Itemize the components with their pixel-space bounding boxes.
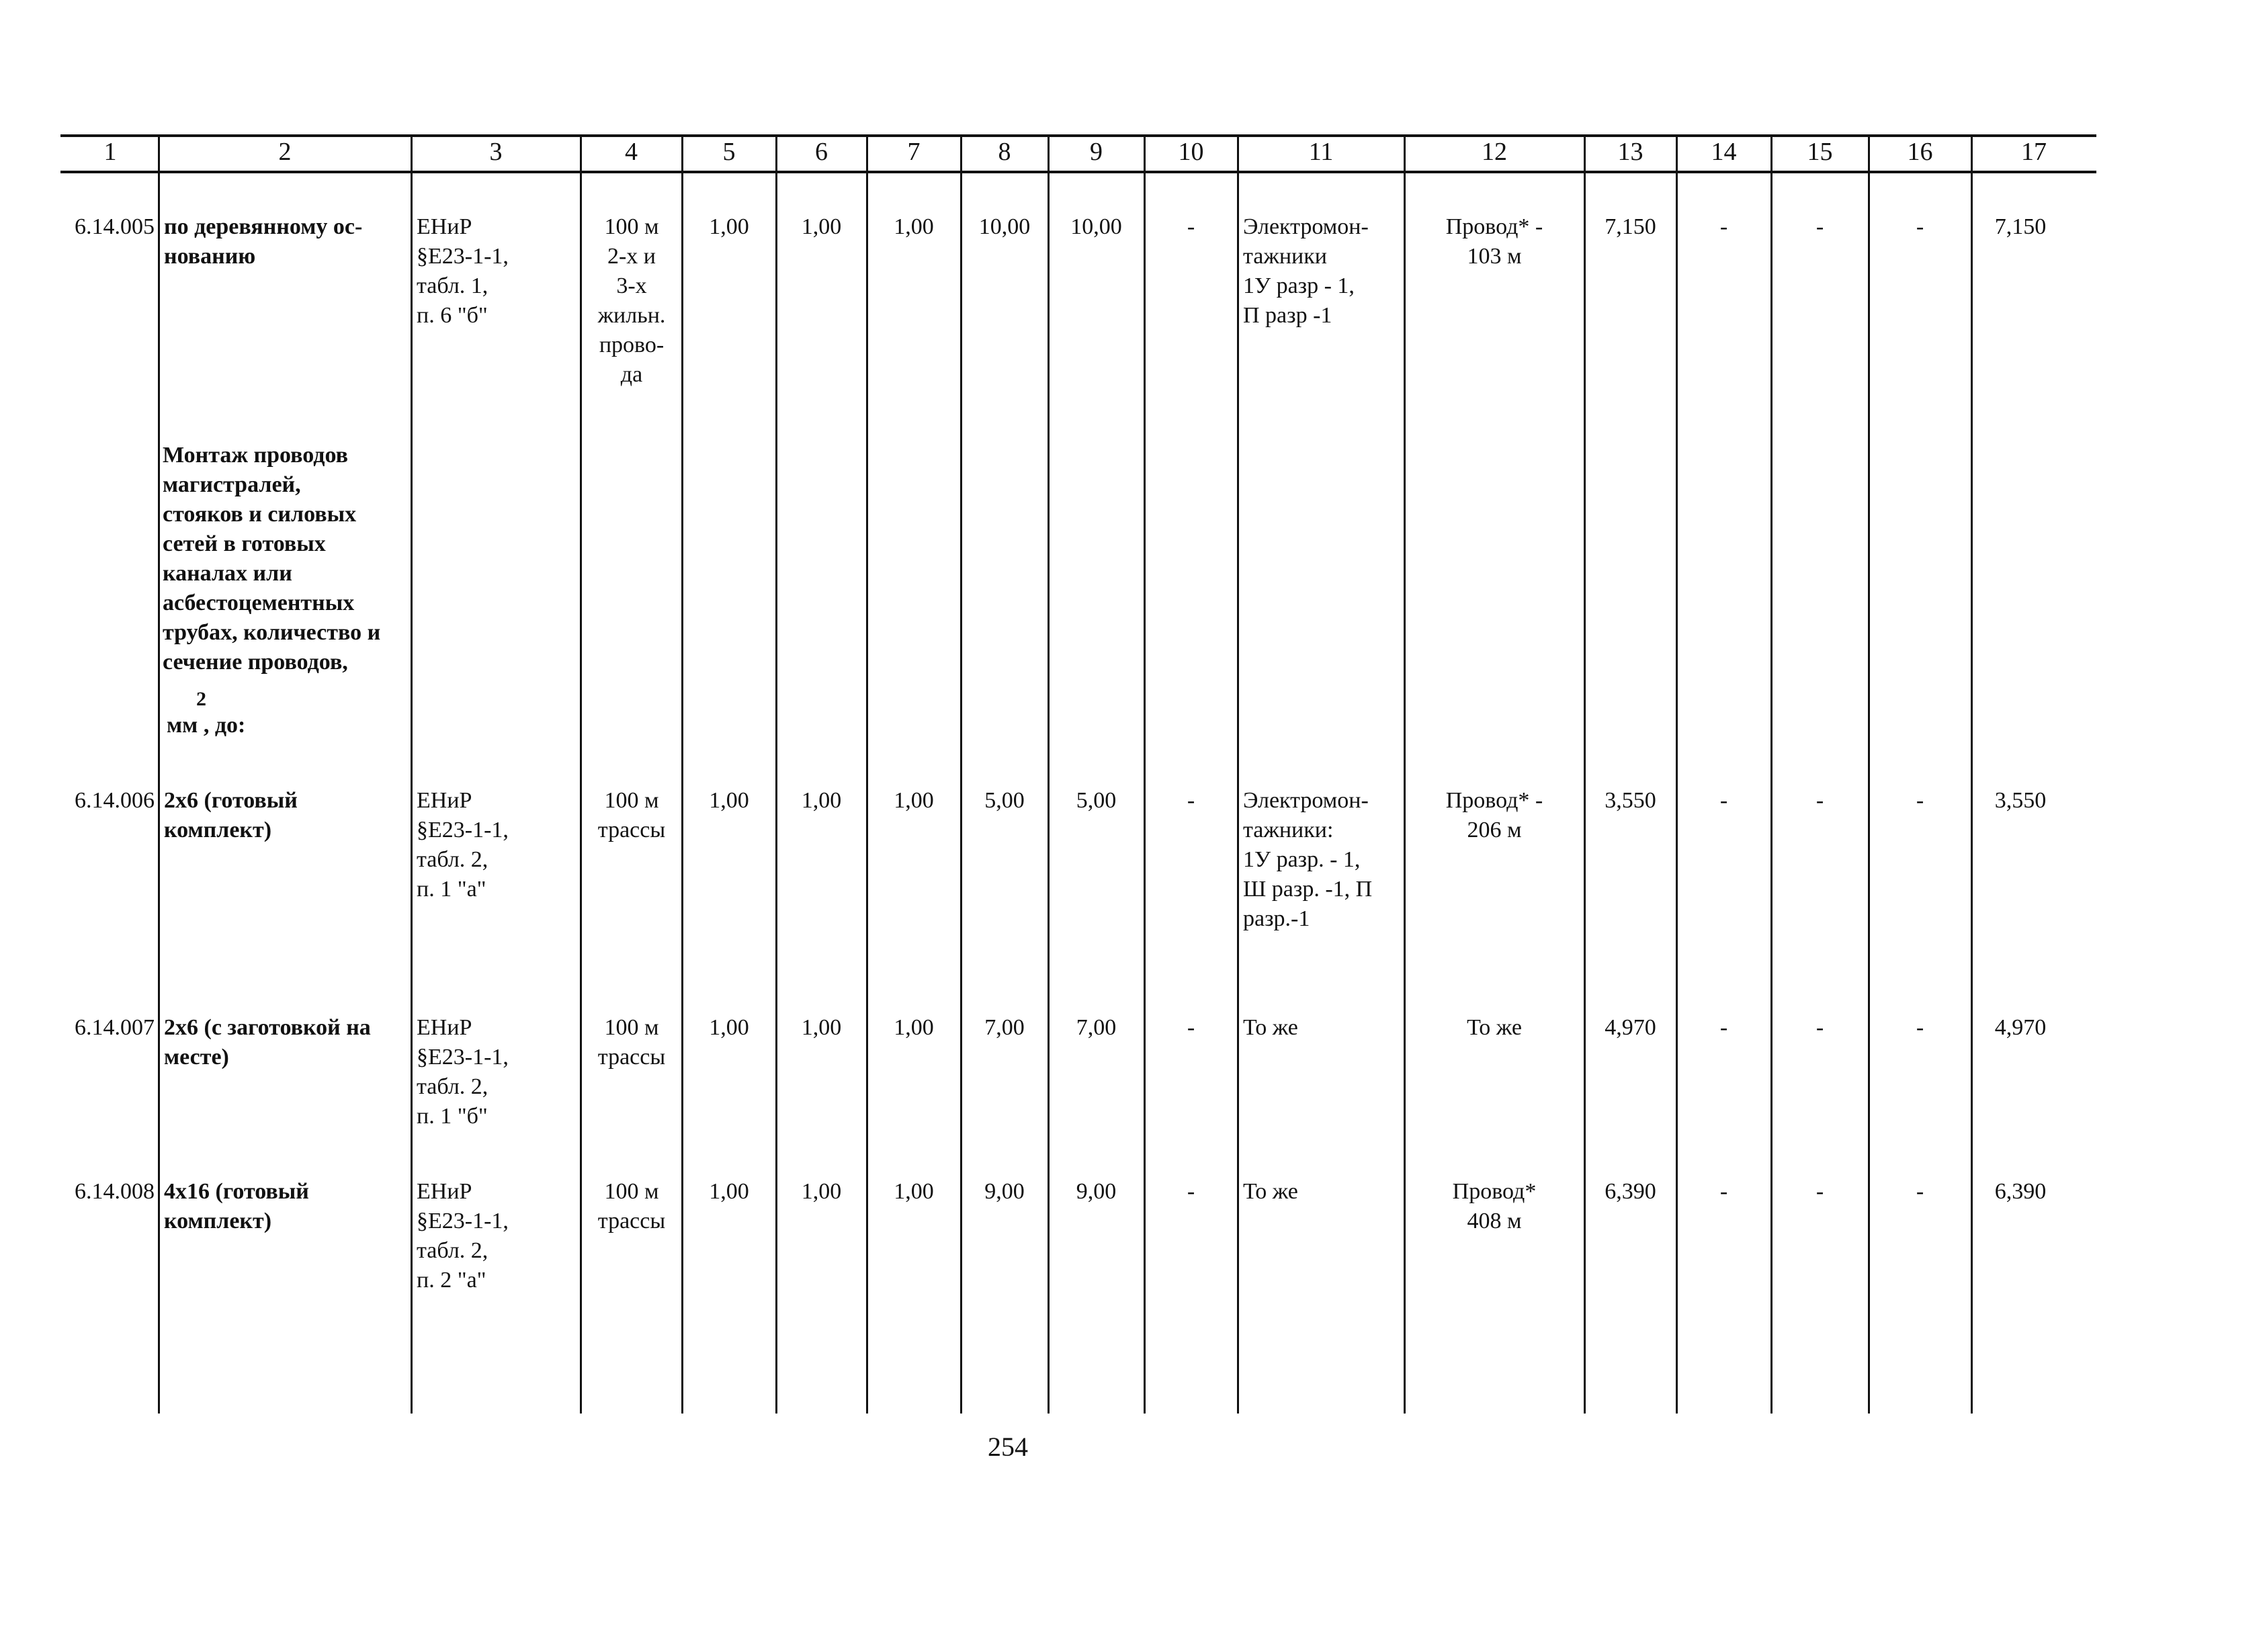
- row-col14: -: [1719, 788, 1728, 813]
- row-workers-line: тажники: [1243, 244, 1327, 269]
- row-reference-line: §E23-1-1,: [417, 1045, 509, 1070]
- row-workers-line: тажники:: [1243, 818, 1334, 842]
- row-reference-line: §E23-1-1,: [417, 818, 509, 842]
- row-reference-line: п. 1 "б": [417, 1104, 488, 1129]
- row-name-line: 2х6 (готовый: [164, 788, 298, 813]
- column-header: 12: [1482, 138, 1507, 166]
- row-material-line: Провод* -: [1445, 214, 1543, 239]
- row-reference-line: п. 2 "а": [417, 1268, 486, 1293]
- row-workers-line: То же: [1243, 1015, 1298, 1040]
- column-divider: [1971, 137, 1973, 1414]
- row-name-line: по деревянному ос-: [164, 214, 363, 239]
- row-col9: 5,00: [1076, 788, 1117, 813]
- row-col14: -: [1719, 214, 1728, 239]
- row-unit-line: 100 м: [604, 1015, 659, 1040]
- row-name-line: комплект): [164, 818, 272, 842]
- row-col16: -: [1916, 214, 1924, 239]
- row-unit-line: 100 м: [604, 1179, 659, 1204]
- header-bottom-rule: [60, 171, 2096, 173]
- row-col8: 7,00: [984, 1015, 1025, 1040]
- superscript-two: 2: [196, 688, 206, 710]
- row-col13: 3,550: [1605, 788, 1656, 813]
- column-divider: [1237, 137, 1239, 1414]
- row-col10: -: [1187, 1015, 1195, 1040]
- row-col15: -: [1816, 1015, 1824, 1040]
- row-col17: 4,970: [1994, 1015, 2047, 1040]
- section-heading-line: сечение проводов,: [163, 650, 348, 675]
- column-divider: [866, 137, 868, 1414]
- row-workers-line: Электромон-: [1243, 214, 1369, 239]
- column-header: 2: [278, 138, 292, 166]
- row-col13: 4,970: [1605, 1015, 1656, 1040]
- row-reference-line: ЕНиР: [417, 1179, 472, 1204]
- section-heading-line: сетей в готовых: [163, 531, 326, 556]
- row-reference-line: табл. 1,: [417, 273, 488, 298]
- column-divider: [681, 137, 683, 1414]
- column-header: 8: [998, 138, 1011, 166]
- row-col5: 1,00: [709, 788, 749, 813]
- column-divider: [1144, 137, 1146, 1414]
- page-number: 254: [988, 1432, 1028, 1462]
- row-col8: 5,00: [984, 788, 1025, 813]
- row-unit-line: трассы: [597, 818, 666, 842]
- row-col16: -: [1916, 788, 1924, 813]
- row-name-line: 4х16 (готовый: [164, 1179, 309, 1204]
- section-heading-line: асбестоцементных: [163, 591, 355, 615]
- row-col15: -: [1816, 214, 1824, 239]
- column-divider: [960, 137, 962, 1414]
- column-header: 15: [1807, 138, 1833, 166]
- row-unit-line: 100 м: [604, 788, 659, 813]
- row-unit-line: 3-х: [616, 273, 647, 298]
- row-unit-line: 2-х и: [607, 244, 656, 269]
- row-col16: -: [1916, 1179, 1924, 1204]
- row-code: 6.14.006: [75, 788, 155, 813]
- column-divider: [1048, 137, 1050, 1414]
- row-reference-line: табл. 2,: [417, 1074, 488, 1099]
- column-header: 9: [1090, 138, 1103, 166]
- row-reference-line: §E23-1-1,: [417, 1209, 509, 1233]
- row-unit-line: трассы: [597, 1045, 666, 1070]
- row-col15: -: [1816, 788, 1824, 813]
- column-header: 13: [1617, 138, 1643, 166]
- column-header: 5: [722, 138, 736, 166]
- column-divider: [775, 137, 777, 1414]
- row-col15: -: [1816, 1179, 1824, 1204]
- row-material-line: 408 м: [1467, 1209, 1522, 1233]
- row-col9: 7,00: [1076, 1015, 1117, 1040]
- column-header: 4: [625, 138, 638, 166]
- row-reference-line: §E23-1-1,: [417, 244, 509, 269]
- column-divider: [411, 137, 413, 1414]
- row-workers-line: Ш разр. -1, П: [1243, 877, 1373, 902]
- row-material-line: Провод* -: [1445, 788, 1543, 813]
- row-col9: 9,00: [1076, 1179, 1117, 1204]
- row-col13: 7,150: [1605, 214, 1656, 239]
- row-reference-line: п. 6 "б": [417, 303, 488, 328]
- row-material-line: 206 м: [1467, 818, 1522, 842]
- row-code: 6.14.008: [75, 1179, 155, 1204]
- row-col7: 1,00: [894, 214, 934, 239]
- row-code: 6.14.005: [75, 214, 155, 239]
- row-reference-line: табл. 2,: [417, 1238, 488, 1263]
- row-col5: 1,00: [709, 1179, 749, 1204]
- row-workers-line: 1У разр. - 1,: [1243, 847, 1361, 872]
- row-unit-line: прово-: [599, 333, 665, 357]
- section-unit: мм , до:: [167, 713, 246, 738]
- row-reference-line: табл. 2,: [417, 847, 488, 872]
- row-reference-line: ЕНиР: [417, 214, 472, 239]
- row-col7: 1,00: [894, 788, 934, 813]
- row-reference-line: ЕНиР: [417, 1015, 472, 1040]
- column-divider: [1868, 137, 1870, 1414]
- column-header: 1: [103, 138, 117, 166]
- row-reference-line: ЕНиР: [417, 788, 472, 813]
- row-col17: 3,550: [1994, 788, 2047, 813]
- row-col16: -: [1916, 1015, 1924, 1040]
- column-header: 10: [1178, 138, 1204, 166]
- row-col6: 1,00: [801, 1015, 842, 1040]
- row-col14: -: [1719, 1015, 1728, 1040]
- column-header: 14: [1711, 138, 1737, 166]
- column-header: 11: [1308, 138, 1334, 166]
- row-workers-line: То же: [1243, 1179, 1298, 1204]
- row-workers-line: П разр -1: [1243, 303, 1332, 328]
- row-col8: 9,00: [984, 1179, 1025, 1204]
- row-unit-line: трассы: [597, 1209, 666, 1233]
- row-code: 6.14.007: [75, 1015, 155, 1040]
- row-workers-line: 1У разр - 1,: [1243, 273, 1355, 298]
- row-reference-line: п. 1 "а": [417, 877, 486, 902]
- row-name-line: комплект): [164, 1209, 272, 1233]
- column-header: 6: [815, 138, 828, 166]
- column-divider: [158, 137, 160, 1414]
- column-header: 3: [489, 138, 503, 166]
- section-heading-line: каналах или: [163, 561, 292, 586]
- row-col6: 1,00: [801, 214, 842, 239]
- column-divider: [1676, 137, 1678, 1414]
- row-col14: -: [1719, 1179, 1728, 1204]
- column-divider: [1770, 137, 1773, 1414]
- row-col7: 1,00: [894, 1179, 934, 1204]
- row-workers-line: Электромон-: [1243, 788, 1369, 813]
- row-col5: 1,00: [709, 214, 749, 239]
- row-col17: 6,390: [1994, 1179, 2047, 1204]
- row-name-line: месте): [164, 1045, 229, 1070]
- row-col8: 10,00: [978, 214, 1031, 239]
- row-col9: 10,00: [1070, 214, 1122, 239]
- row-unit-line: да: [620, 362, 643, 387]
- row-name-line: 2х6 (с заготовкой на: [164, 1015, 371, 1040]
- section-heading: [163, 441, 380, 677]
- row-col6: 1,00: [801, 1179, 842, 1204]
- section-heading-line: стояков и силовых: [163, 502, 357, 527]
- section-heading-line: трубах, количество и: [163, 620, 381, 645]
- row-material-line: Провод*: [1452, 1179, 1537, 1204]
- row-col17: 7,150: [1994, 214, 2047, 239]
- row-col7: 1,00: [894, 1015, 934, 1040]
- row-col6: 1,00: [801, 788, 842, 813]
- column-header: 7: [907, 138, 921, 166]
- column-header: 16: [1907, 138, 1933, 166]
- row-material-line: То же: [1467, 1015, 1522, 1040]
- section-heading-line: Монтаж проводов: [163, 443, 349, 468]
- row-unit-line: жильн.: [597, 303, 666, 328]
- row-material-line: 103 м: [1467, 244, 1522, 269]
- row-col10: -: [1187, 214, 1195, 239]
- row-name-line: нованию: [164, 244, 256, 269]
- column-header: 17: [2021, 138, 2047, 166]
- row-col10: -: [1187, 788, 1195, 813]
- section-heading-line: магистралей,: [163, 472, 301, 497]
- row-col10: -: [1187, 1179, 1195, 1204]
- row-workers-line: разр.-1: [1243, 906, 1310, 931]
- column-divider: [580, 137, 582, 1414]
- row-unit-line: 100 м: [604, 214, 659, 239]
- row-col13: 6,390: [1605, 1179, 1656, 1204]
- row-col5: 1,00: [709, 1015, 749, 1040]
